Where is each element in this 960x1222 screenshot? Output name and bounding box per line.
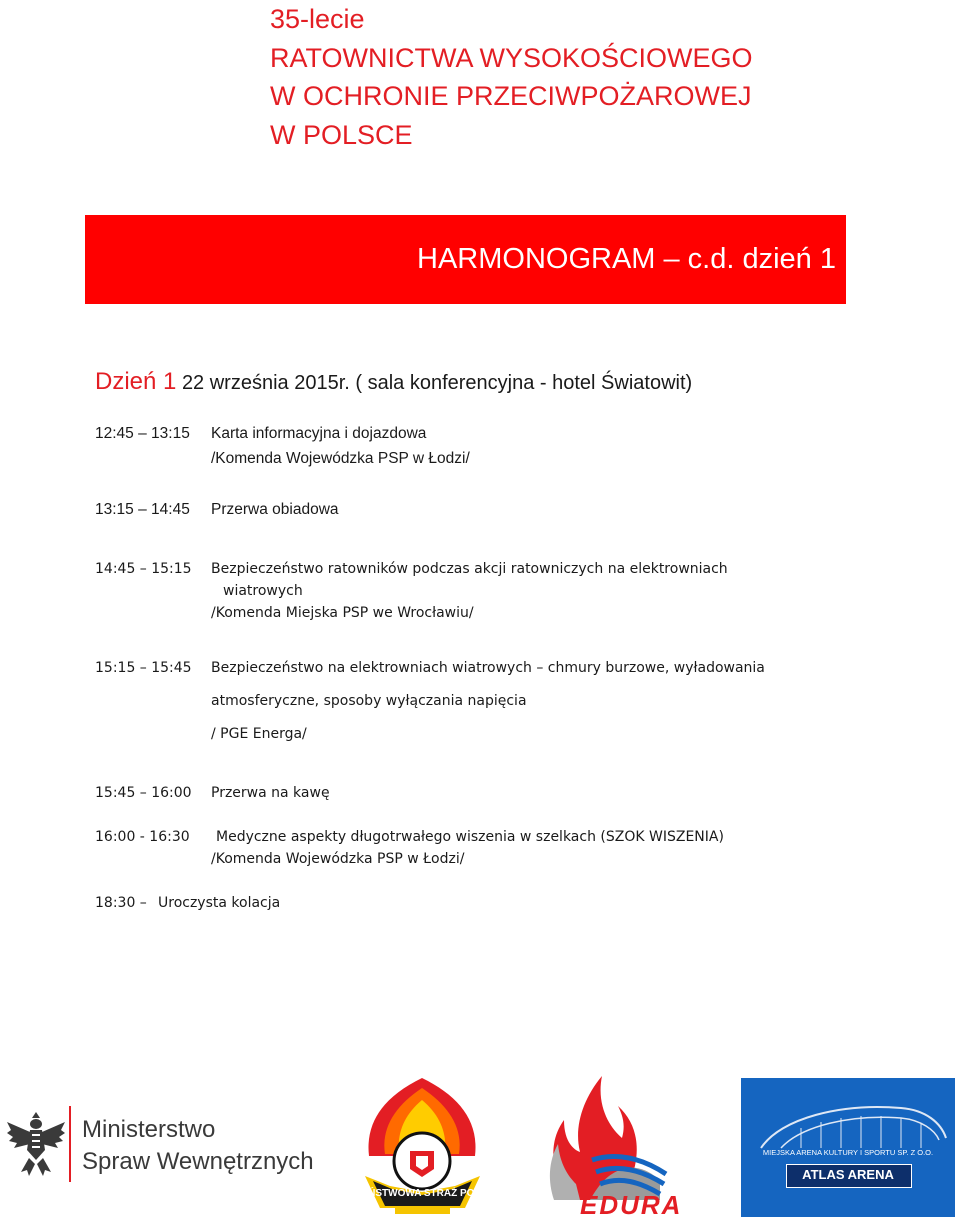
arena-roof-icon <box>741 1078 955 1158</box>
day-label: Dzień 1 <box>95 368 177 395</box>
row-organizer: /Komenda Wojewódzka PSP w Łodzi/ <box>211 450 470 467</box>
psp-logo <box>355 1076 510 1217</box>
row-title-continued: atmosferyczne, sposoby wyłączania napięcia <box>211 693 527 709</box>
title-line-4: W POLSCE <box>270 119 413 150</box>
day-heading <box>95 368 692 396</box>
row-title: Medyczne aspekty długotrwałego wiszenia w szelkach (SZOK WISZENIA) <box>216 829 724 845</box>
row-time: 15:15 – 15:45 <box>95 660 192 676</box>
row-title: Przerwa na kawę <box>211 785 330 801</box>
edura-wordmark: EDURA <box>580 1190 683 1220</box>
row-title: Karta informacyjna i dojazdowa <box>211 425 427 442</box>
row-time: 16:00 - 16:30 <box>95 829 190 845</box>
row-time: 14:45 – 15:15 <box>95 561 192 577</box>
sponsor-logos <box>0 1070 960 1220</box>
row-title: Bezpieczeństwo ratowników podczas akcji ratowniczych na elektrowniach <box>211 561 728 577</box>
ministry-divider <box>69 1106 71 1182</box>
row-time: 12:45 – 13:15 <box>95 425 190 442</box>
edura-logo <box>530 1072 700 1220</box>
title-line-3: W OCHRONIE PRZECIWPOŻAROWEJ <box>270 81 752 111</box>
ministry-name-line-2: Spraw Wewnętrznych <box>82 1148 314 1175</box>
psp-ring-text: PAŃSTWOWA STRAŻ POŻARNA <box>355 1188 510 1199</box>
title-line-2: RATOWNICTWA WYSOKOŚCIOWEGO <box>270 42 753 73</box>
banner-text: HARMONOGRAM – c.d. dzień 1 <box>417 243 836 275</box>
title-line-1: 35-lecie <box>270 4 365 34</box>
row-organizer: / PGE Energa/ <box>211 726 307 742</box>
ministry-logo <box>5 1106 335 1216</box>
row-organizer: /Komenda Miejska PSP we Wrocławiu/ <box>211 605 474 621</box>
ministry-name-line-1: Ministerstwo <box>82 1116 216 1143</box>
schedule-banner <box>85 215 846 304</box>
row-title: Uroczysta kolacja <box>158 895 281 911</box>
arena-wordmark: ATLAS ARENA <box>802 1167 894 1182</box>
row-time: 15:45 – 16:00 <box>95 785 192 801</box>
row-title-continued: wiatrowych <box>223 583 303 599</box>
row-time: 13:15 – 14:45 <box>95 501 190 518</box>
day-date-venue: 22 września 2015r. ( sala konferencyjna - hotel Światowit) <box>181 372 693 394</box>
row-title: Bezpieczeństwo na elektrowniach wiatrowych – chmury burzowe, wyładowania <box>211 660 765 676</box>
atlas-arena-logo <box>741 1078 955 1217</box>
flame-wave-icon <box>530 1072 700 1200</box>
event-title <box>270 0 753 154</box>
eagle-emblem-icon <box>5 1108 67 1180</box>
arena-company-name: MIEJSKA ARENA KULTURY I SPORTU SP. Z O.O. <box>762 1148 934 1157</box>
row-title: Przerwa obiadowa <box>211 501 339 518</box>
row-organizer: /Komenda Wojewódzka PSP w Łodzi/ <box>211 851 465 867</box>
row-time: 18:30 – <box>95 895 147 911</box>
